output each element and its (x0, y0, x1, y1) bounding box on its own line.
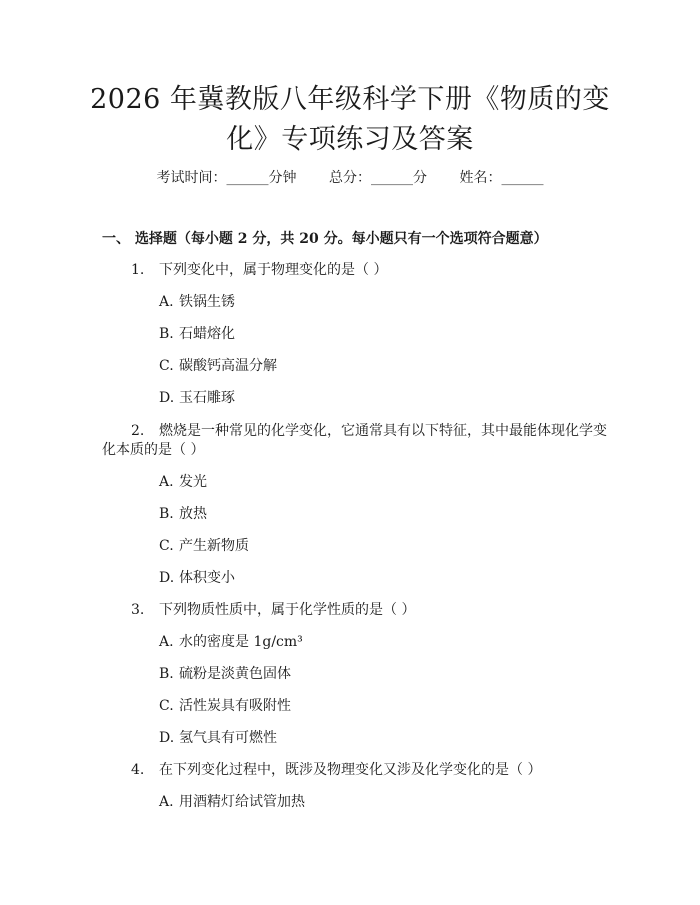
option-1c: C. 碳酸钙高温分解 (159, 358, 277, 374)
title-line-1: 2026 年冀教版八年级科学下册《物质的变 (90, 84, 610, 115)
question-text: 燃烧是一种常见的化学变化，它通常具有以下特征，其中最能体现化学变 (159, 423, 607, 439)
option-2b: B. 放热 (159, 506, 207, 522)
option-3a: A. 水的密度是 1g/cm³ (159, 634, 303, 650)
question-number: 2. (131, 423, 145, 439)
question-text: 下列物质性质中，属于化学性质的是（ ） (159, 602, 416, 618)
option-1b: B. 石蜡熔化 (159, 326, 235, 342)
title-line-2: 化》专项练习及答案 (226, 124, 474, 155)
option-3c: C. 活性炭具有吸附性 (159, 698, 291, 714)
question-text: 下列变化中，属于物理变化的是（ ） (159, 262, 388, 278)
document-title (80, 80, 620, 160)
question-text: 在下列变化过程中，既涉及物理变化又涉及化学变化的是（ ） (159, 762, 542, 778)
question-number: 1. (131, 262, 145, 278)
question-number: 3. (131, 602, 145, 618)
exam-time: 考试时间：______分钟 (156, 170, 297, 186)
option-2d: D. 体积变小 (159, 570, 235, 586)
question-4 (131, 760, 541, 780)
option-3d: D. 氢气具有可燃性 (159, 730, 277, 746)
question-2-continued: 化本质的是（ ） (102, 442, 205, 458)
question-3 (131, 600, 415, 620)
option-1a: A. 铁锅生锈 (159, 294, 235, 310)
exam-info (0, 168, 700, 188)
option-3b: B. 硫粉是淡黄色固体 (159, 666, 291, 682)
section-heading: 一、 选择题（每小题 2 分，共 20 分。每小题只有一个选项符合题意） (102, 231, 548, 247)
question-2 (131, 421, 607, 441)
exam-name: 姓名：______ (459, 170, 544, 186)
option-1d: D. 玉石雕琢 (159, 390, 235, 406)
question-number: 4. (131, 762, 145, 778)
option-2a: A. 发光 (159, 474, 207, 490)
option-4a: A. 用酒精灯给试管加热 (159, 794, 305, 810)
option-2c: C. 产生新物质 (159, 538, 249, 554)
exam-score: 总分：______分 (329, 170, 427, 186)
question-1 (131, 260, 387, 280)
